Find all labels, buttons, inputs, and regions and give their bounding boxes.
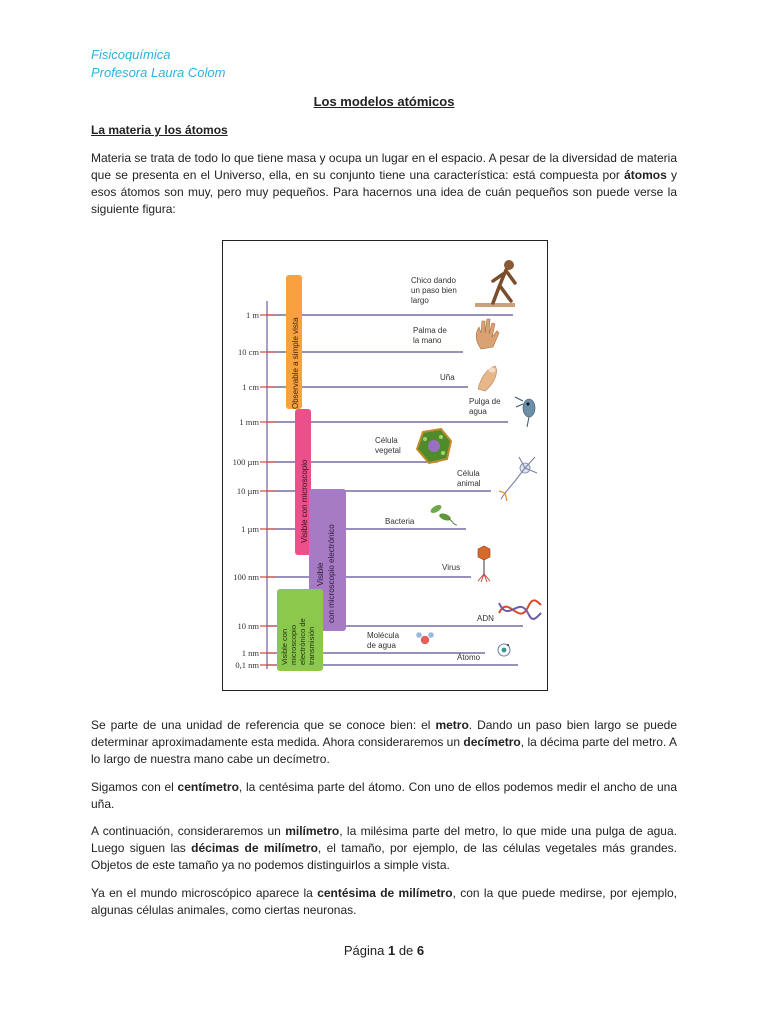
bacteria-icon <box>429 503 457 525</box>
hand-icon <box>476 319 499 349</box>
label-palm-1: Palma de <box>413 326 447 335</box>
text-run: Se parte de una unidad de referencia que se conoce bien: el <box>91 718 436 732</box>
band-optical-label: Visible con microscopio <box>300 459 309 543</box>
virus-icon <box>478 546 490 582</box>
text-run: , la milésima parte del metro, lo que mide una pulga de agua. Luego siguen las <box>91 824 677 855</box>
paragraph-metro <box>91 717 677 768</box>
footer-prefix: Página <box>343 943 388 958</box>
emphasis-term: milímetro <box>285 824 340 838</box>
label-nail: Uña <box>440 373 455 382</box>
label-water-1: Molécula <box>367 631 400 640</box>
label-1um: 1 µm <box>241 524 259 534</box>
label-bacteria: Bacteria <box>385 517 415 526</box>
text-run: , la décima parte del metro. A lo largo de nuestra mano cabe un decímetro. <box>91 735 678 766</box>
emphasis-term: décimas de milímetro <box>191 841 318 855</box>
band-transmission-label-2: microscopio <box>289 624 298 665</box>
scale-labels <box>233 310 260 670</box>
label-flea-2: agua <box>469 407 487 416</box>
page-title: Los modelos atómicos <box>313 94 455 109</box>
label-virus: Virus <box>442 563 461 572</box>
label-animal-cell-2: animal <box>457 479 481 488</box>
band-transmission-label-3: electrónico de <box>298 618 307 665</box>
text-run: , el tamaño, por ejemplo, de las células vegetales más grandes. Objetos de este tamaño ya no podemos distinguirlos a simple vista. <box>91 841 678 872</box>
label-1cm: 1 cm <box>242 382 259 392</box>
label-animal-cell-1: Célula <box>457 469 480 478</box>
paragraph-micro <box>91 885 677 919</box>
water-molecule-icon <box>416 632 434 644</box>
text-run: Sigamos con el <box>91 780 178 794</box>
text-run: , con la que puede medirse, por ejemplo, algunas células animales, como ciertas neuronas. <box>91 886 677 917</box>
text-run: Materia se trata de todo lo que tiene masa y ocupa un lugar en el espacio. A pesar de la diversidad de materia que se presenta en el Universo, ella, en su conjunto tiene una característica: está compuesta por <box>91 151 677 182</box>
band-electronic-label-2: con microscopio electrónico <box>327 524 336 623</box>
label-plant-cell-2: vegetal <box>375 446 401 455</box>
label-boy-1: Chico dando <box>411 276 456 285</box>
document-header <box>91 46 225 82</box>
label-plant-cell-1: Célula <box>375 436 398 445</box>
label-atom: Átomo <box>457 653 481 662</box>
label-boy-3: largo <box>411 296 429 305</box>
emphasis-term: centímetro <box>177 780 239 794</box>
emphasis-term: decímetro <box>463 735 521 749</box>
paragraph-milimetro <box>91 823 677 874</box>
boy-icon <box>475 260 515 307</box>
band-transmission-label-1: Visible con <box>280 628 289 665</box>
subject-label: Fisicoquímica <box>91 47 171 62</box>
band-electronic-label-1: Visible <box>316 562 325 586</box>
band-naked-eye-label: Observable a simple vista <box>291 317 300 409</box>
label-boy-2: un paso bien <box>411 286 457 295</box>
label-10cm: 10 cm <box>237 347 259 357</box>
label-01nm: 0,1 nm <box>235 660 259 670</box>
scale-figure <box>222 240 548 691</box>
water-flea-icon <box>515 397 535 427</box>
total-pages-number: 6 <box>416 943 425 958</box>
text-run: y esos átomos son muy, pero muy pequeños. Para hacernos una idea de cuán pequeños son puede verse la siguiente figura: <box>91 168 677 216</box>
label-1m: 1 m <box>246 310 259 320</box>
emphasis-term: átomos <box>624 168 667 182</box>
text-run: . Dando un paso bien largo se puede determinar aproximadamente esta medida. Ahora consideraremos un <box>91 718 677 749</box>
label-1nm: 1 nm <box>241 648 259 658</box>
label-10nm: 10 nm <box>237 621 259 631</box>
label-water-2: de agua <box>367 641 396 650</box>
dna-icon <box>499 600 541 619</box>
emphasis-term: metro <box>435 718 469 732</box>
teacher-label: Profesora Laura Colom <box>91 65 226 80</box>
label-100um: 100 µm <box>232 457 259 467</box>
text-run: , la centésima parte del átomo. Con uno de ellos podemos medir el ancho de una uña. <box>91 780 677 811</box>
text-run: Ya en el mundo microscópico aparece la <box>91 886 318 900</box>
section-title: La materia y los átomos <box>91 123 228 137</box>
label-100nm: 100 nm <box>233 572 259 582</box>
label-10um: 10 µm <box>236 486 259 496</box>
emphasis-term: centésima de milímetro <box>317 886 453 900</box>
footer-middle: de <box>395 943 417 958</box>
label-palm-2: la mano <box>413 336 442 345</box>
label-1mm: 1 mm <box>239 417 259 427</box>
label-flea-1: Pulga de <box>469 397 501 406</box>
band-transmission-label-4: transmisión <box>307 626 316 665</box>
current-page-number: 1 <box>387 943 396 958</box>
nail-icon <box>478 366 497 391</box>
text-run: A continuación, consideraremos un <box>91 824 286 838</box>
paragraph-intro <box>91 150 677 218</box>
scale-diagram <box>223 241 547 690</box>
paragraph-centimetro <box>91 779 677 813</box>
neuron-icon <box>499 457 537 501</box>
page-footer <box>0 943 768 958</box>
label-dna: ADN <box>477 614 494 623</box>
atom-icon <box>498 644 510 656</box>
plant-cell-icon <box>417 429 451 463</box>
